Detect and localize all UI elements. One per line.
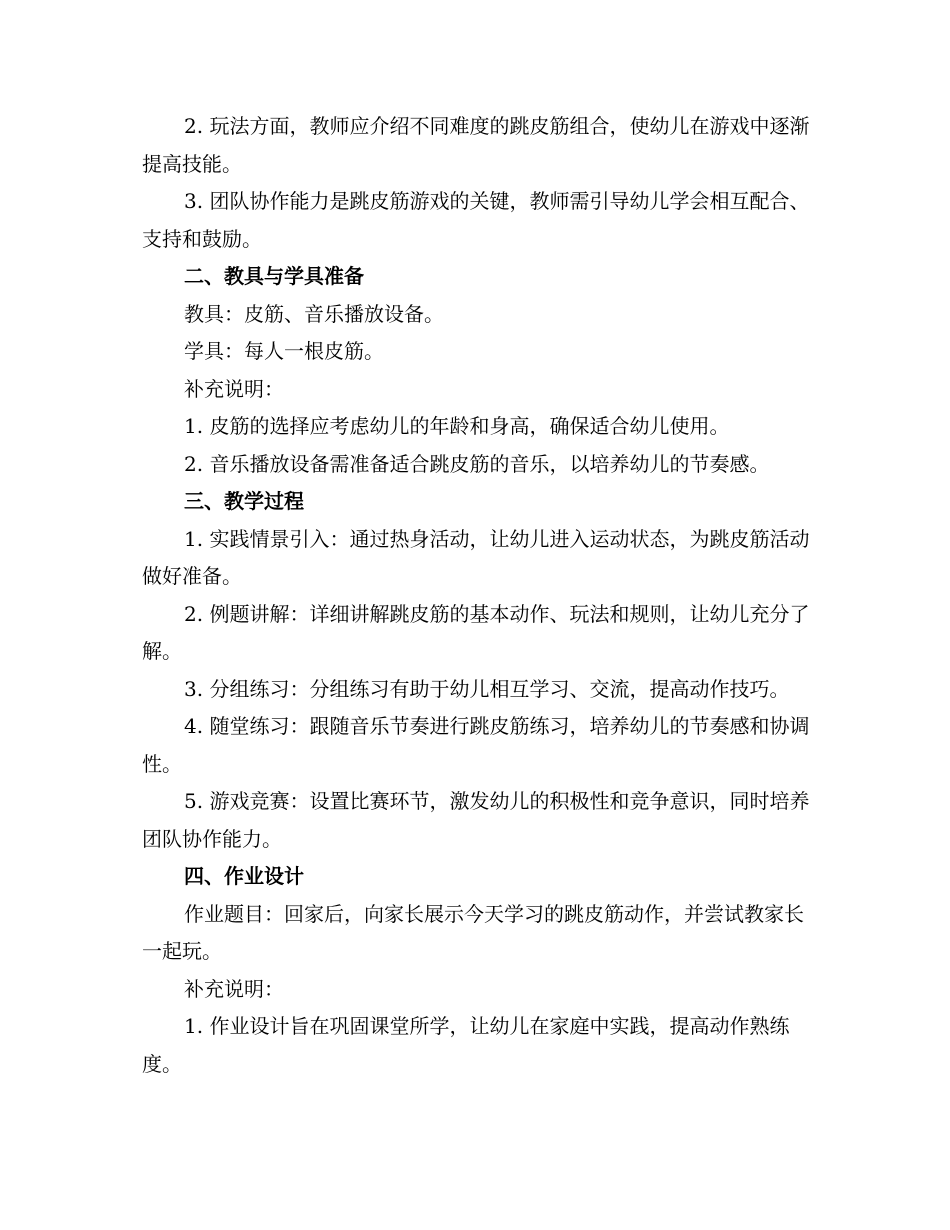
section-heading: 四、作业设计 — [184, 864, 304, 888]
paragraph: 教具：皮筋、音乐播放设备。 — [184, 301, 444, 326]
paragraph: 2. 玩法方面，教师应介绍不同难度的跳皮筋组合，使幼儿在游戏中逐渐提高技能。 — [142, 114, 810, 176]
paragraph: 3. 分组练习：分组练习有助于幼儿相互学习、交流，提高动作技巧。 — [184, 676, 790, 701]
paragraph: 1. 实践情景引入：通过热身活动，让幼儿进入运动状态，为跳皮筋活动做好准备。 — [142, 526, 810, 588]
paragraph: 学具：每人一根皮筋。 — [184, 339, 384, 363]
paragraph: 1. 作业设计旨在巩固课堂所学，让幼儿在家庭中实践，提高动作熟练度。 — [142, 1014, 790, 1076]
paragraph: 1. 皮筋的选择应考虑幼儿的年龄和身高，确保适合幼儿使用。 — [184, 414, 730, 438]
document-body — [142, 108, 822, 1083]
paragraph: 2. 例题讲解：详细讲解跳皮筋的基本动作、玩法和规则，让幼儿充分了解。 — [142, 601, 810, 663]
paragraph: 作业题目：回家后，向家长展示今天学习的跳皮筋动作，并尝试教家长一起玩。 — [142, 901, 804, 963]
paragraph: 补充说明： — [184, 376, 284, 401]
paragraph: 3. 团队协作能力是跳皮筋游戏的关键，教师需引导幼儿学会相互配合、支持和鼓励。 — [142, 189, 810, 251]
section-heading: 二、教具与学具准备 — [184, 264, 364, 288]
paragraph: 2. 音乐播放设备需准备适合跳皮筋的音乐，以培养幼儿的节奏感。 — [184, 451, 770, 476]
paragraph: 5. 游戏竞赛：设置比赛环节，激发幼儿的积极性和竞争意识，同时培养团队协作能力。 — [142, 789, 810, 851]
section-heading: 三、教学过程 — [184, 489, 304, 513]
paragraph: 补充说明： — [184, 976, 284, 1001]
paragraph: 4. 随堂练习：跟随音乐节奏进行跳皮筋练习，培养幼儿的节奏感和协调性。 — [142, 714, 810, 776]
